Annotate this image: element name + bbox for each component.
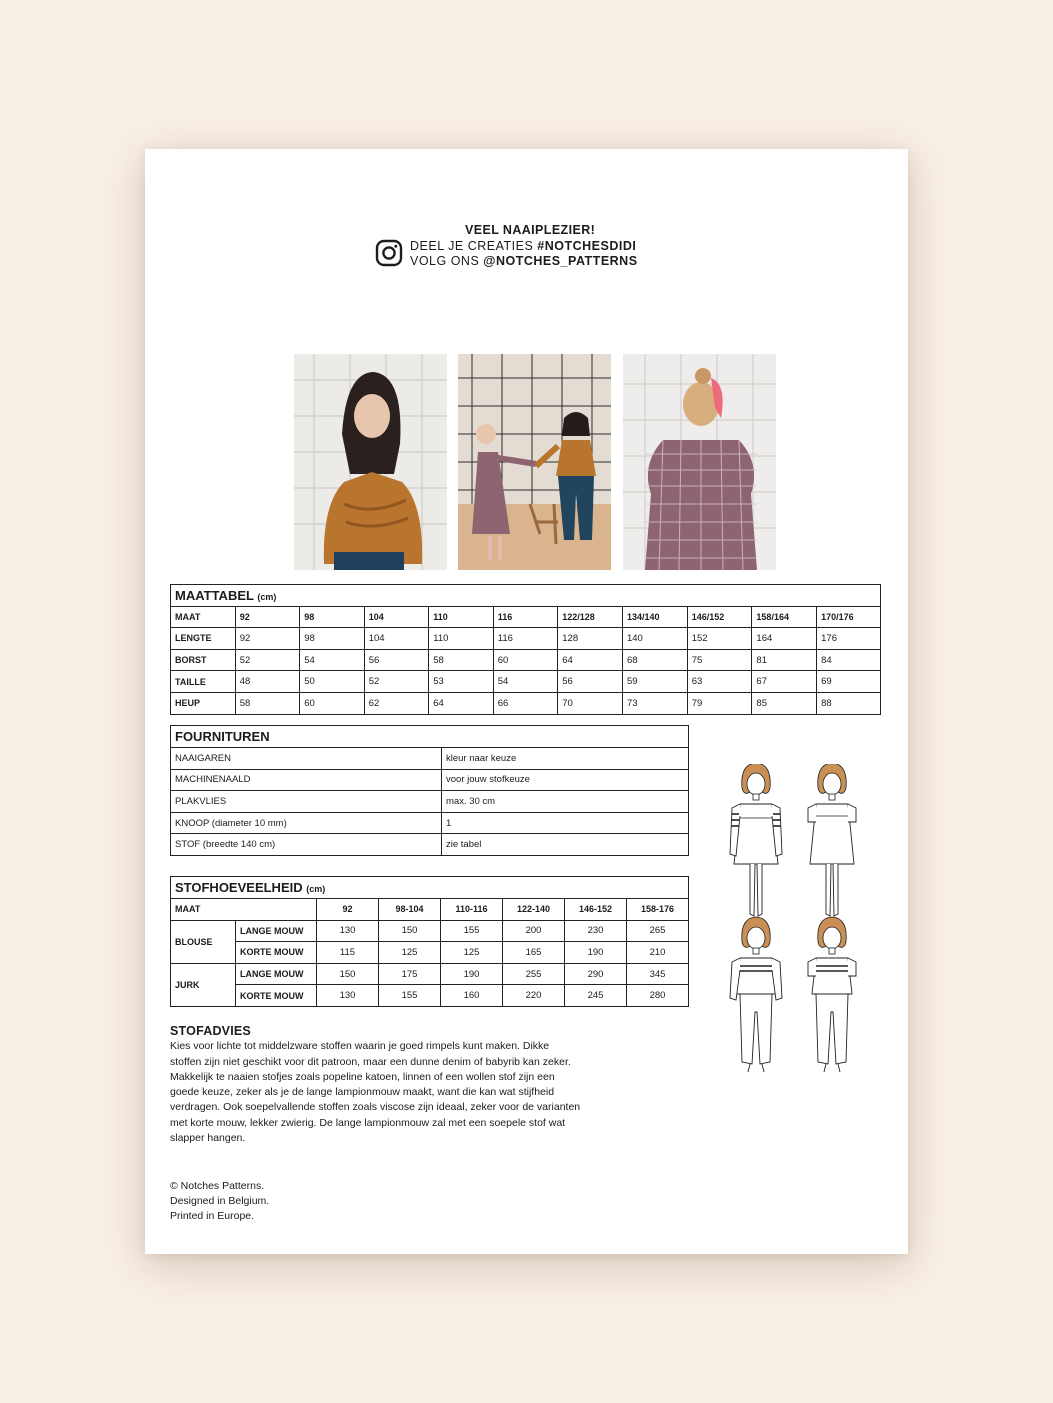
table-row bbox=[171, 791, 689, 813]
table-cell: 48 bbox=[235, 671, 299, 693]
table-cell: 104 bbox=[364, 606, 429, 628]
table-cell: 1 bbox=[442, 812, 689, 834]
table-cell: 85 bbox=[752, 692, 817, 714]
table-cell: 128 bbox=[558, 628, 623, 650]
table-cell: 200 bbox=[503, 920, 565, 942]
table-cell: HEUP bbox=[171, 692, 236, 714]
table-cell: 164 bbox=[752, 628, 817, 650]
table-cell: 116 bbox=[493, 606, 558, 628]
table-cell: 104 bbox=[364, 628, 429, 650]
header-share-line: DEEL JE CREATIES #NOTCHESDIDI bbox=[410, 239, 637, 253]
table-cell: 158-176 bbox=[627, 899, 689, 921]
stofadvies-title: STOFADVIES bbox=[170, 1024, 251, 1038]
table-cell: 130 bbox=[317, 920, 379, 942]
table-cell: KORTE MOUW bbox=[236, 985, 317, 1007]
table-cell: MAAT bbox=[171, 899, 317, 921]
table-cell: 152 bbox=[687, 628, 752, 650]
footer bbox=[170, 1179, 269, 1225]
stofadvies-line: verdragen. Ook soepelvallende stoffen zoals viscose zijn ideaal, zeker voor de varianten bbox=[170, 1101, 581, 1114]
table-cell: 60 bbox=[300, 692, 364, 714]
table-cell: LANGE MOUW bbox=[236, 963, 317, 985]
stofhoeveelheid-title: STOFHOEVEELHEID (cm) bbox=[171, 877, 689, 899]
table-cell: 125 bbox=[379, 942, 441, 964]
table-cell: 210 bbox=[627, 942, 689, 964]
table-cell: PLAKVLIES bbox=[171, 791, 442, 813]
photo-blouse-girl bbox=[294, 354, 447, 570]
designed-in: Designed in Belgium. bbox=[170, 1195, 270, 1208]
table-row bbox=[171, 899, 689, 921]
table-cell: 68 bbox=[622, 649, 687, 671]
table-row bbox=[171, 769, 689, 791]
table-cell: 92 bbox=[235, 628, 299, 650]
table-cell: 56 bbox=[558, 671, 623, 693]
table-cell: 98 bbox=[300, 628, 364, 650]
table-cell: 175 bbox=[379, 963, 441, 985]
table-cell: 64 bbox=[429, 692, 494, 714]
table-row bbox=[171, 920, 689, 942]
table-row bbox=[171, 671, 881, 693]
table-cell: 280 bbox=[627, 985, 689, 1007]
table-cell: 110 bbox=[429, 606, 494, 628]
fournituren-title: FOURNITUREN bbox=[171, 726, 689, 748]
table-cell: TAILLE bbox=[171, 671, 236, 693]
table-row bbox=[171, 985, 689, 1007]
table-cell: 84 bbox=[817, 649, 881, 671]
stofadvies-line: goede keuze, zeker als je de lange lampionmouw maakt, want die kan wat stijfheid bbox=[170, 1086, 555, 1099]
table-cell: 58 bbox=[235, 692, 299, 714]
table-cell: 98 bbox=[300, 606, 364, 628]
table-cell: 220 bbox=[503, 985, 565, 1007]
table-cell: 92 bbox=[317, 899, 379, 921]
table-cell: 64 bbox=[558, 649, 623, 671]
table-cell: 54 bbox=[300, 649, 364, 671]
table-cell: 140 bbox=[622, 628, 687, 650]
table-row bbox=[171, 963, 689, 985]
header-title: VEEL NAAIPLEZIER! bbox=[465, 223, 596, 237]
table-row bbox=[171, 748, 689, 770]
table-row bbox=[171, 628, 881, 650]
table-cell: 160 bbox=[441, 985, 503, 1007]
table-cell: 79 bbox=[687, 692, 752, 714]
table-row bbox=[171, 692, 881, 714]
table-cell: 60 bbox=[493, 649, 558, 671]
table-cell: 345 bbox=[627, 963, 689, 985]
table-cell: 255 bbox=[503, 963, 565, 985]
table-cell: MAAT bbox=[171, 606, 236, 628]
printed-in: Printed in Europe. bbox=[170, 1210, 255, 1223]
table-cell: 70 bbox=[558, 692, 623, 714]
table-cell: 125 bbox=[441, 942, 503, 964]
instagram-handle: @NOTCHES_PATTERNS bbox=[483, 254, 638, 268]
table-cell: 63 bbox=[687, 671, 752, 693]
table-cell: 81 bbox=[752, 649, 817, 671]
table-cell: LENGTE bbox=[171, 628, 236, 650]
table-cell: NAAIGAREN bbox=[171, 748, 442, 770]
table-cell: 67 bbox=[752, 671, 817, 693]
table-cell: 52 bbox=[364, 671, 429, 693]
table-cell: 122/128 bbox=[558, 606, 623, 628]
table-cell: 176 bbox=[817, 628, 881, 650]
table-cell: BORST bbox=[171, 649, 236, 671]
table-cell: 110 bbox=[429, 628, 494, 650]
table-cell: 155 bbox=[441, 920, 503, 942]
table-cell: 165 bbox=[503, 942, 565, 964]
stofadvies-line: slapper hangen. bbox=[170, 1132, 246, 1145]
table-cell: 73 bbox=[622, 692, 687, 714]
table-row bbox=[171, 834, 689, 856]
table-cell: KNOOP (diameter 10 mm) bbox=[171, 812, 442, 834]
table-cell: 59 bbox=[622, 671, 687, 693]
table-cell: voor jouw stofkeuze bbox=[442, 769, 689, 791]
table-row bbox=[171, 606, 881, 628]
stofadvies-line: met korte mouw, lekker zwierig. De lange lampionmouw zal met een soepele stof wat bbox=[170, 1116, 566, 1129]
table-row bbox=[171, 649, 881, 671]
table-cell: 53 bbox=[429, 671, 494, 693]
table-cell: MACHINENAALD bbox=[171, 769, 442, 791]
table-cell: 116 bbox=[493, 628, 558, 650]
table-cell: 158/164 bbox=[752, 606, 817, 628]
table-cell: 115 bbox=[317, 942, 379, 964]
table-row bbox=[171, 812, 689, 834]
table-cell: 62 bbox=[364, 692, 429, 714]
table-cell: max. 30 cm bbox=[442, 791, 689, 813]
table-cell: 134/140 bbox=[622, 606, 687, 628]
table-cell: kleur naar keuze bbox=[442, 748, 689, 770]
table-cell: 52 bbox=[235, 649, 299, 671]
header-follow-line: VOLG ONS @NOTCHES_PATTERNS bbox=[410, 254, 638, 268]
table-cell: 170/176 bbox=[817, 606, 881, 628]
table-cell: 290 bbox=[565, 963, 627, 985]
stofadvies-line: stoffen zijn niet geschikt voor dit patroon, maar een dunne denim of babyrib kan zeker. bbox=[170, 1055, 571, 1068]
table-cell: 190 bbox=[441, 963, 503, 985]
table-cell: 146-152 bbox=[565, 899, 627, 921]
pattern-page bbox=[145, 149, 908, 1254]
fournituren-table bbox=[170, 725, 689, 856]
stofadvies-line: Makkelijk te naaien stofjes zoals popeline katoen, linnen of een wollen stof zijn een bbox=[170, 1070, 555, 1083]
table-cell: 50 bbox=[300, 671, 364, 693]
maattabel-title: MAATTABEL (cm) bbox=[171, 585, 881, 607]
photo-dress-back bbox=[623, 354, 776, 570]
table-cell: 56 bbox=[364, 649, 429, 671]
table-cell: 230 bbox=[565, 920, 627, 942]
hashtag: #NOTCHESDIDI bbox=[537, 239, 637, 253]
table-cell: 155 bbox=[379, 985, 441, 1007]
maattabel-table bbox=[170, 584, 881, 715]
stofadvies-section bbox=[170, 1024, 650, 1146]
table-cell: 58 bbox=[429, 649, 494, 671]
table-cell: 75 bbox=[687, 649, 752, 671]
stofadvies-line: Kies voor lichte tot middelzware stoffen waarin je goed rimpels kunt maken. Dikke bbox=[170, 1040, 550, 1053]
table-cell: KORTE MOUW bbox=[236, 942, 317, 964]
stofhoeveelheid-table bbox=[170, 876, 689, 1007]
instagram-icon bbox=[375, 239, 403, 267]
table-cell: 98-104 bbox=[379, 899, 441, 921]
table-cell: STOF (breedte 140 cm) bbox=[171, 834, 442, 856]
table-cell: 146/152 bbox=[687, 606, 752, 628]
table-cell: 69 bbox=[817, 671, 881, 693]
table-cell: JURK bbox=[171, 963, 236, 1006]
table-cell: 54 bbox=[493, 671, 558, 693]
table-cell: 245 bbox=[565, 985, 627, 1007]
table-cell: 88 bbox=[817, 692, 881, 714]
table-cell: zie tabel bbox=[442, 834, 689, 856]
photo-two-girls bbox=[458, 354, 611, 570]
garment-illustrations bbox=[720, 764, 870, 1079]
table-cell: BLOUSE bbox=[171, 920, 236, 963]
table-cell: 190 bbox=[565, 942, 627, 964]
table-cell: 150 bbox=[379, 920, 441, 942]
table-cell: 122-140 bbox=[503, 899, 565, 921]
table-cell: LANGE MOUW bbox=[236, 920, 317, 942]
table-cell: 150 bbox=[317, 963, 379, 985]
table-cell: 110-116 bbox=[441, 899, 503, 921]
table-cell: 130 bbox=[317, 985, 379, 1007]
copyright: © Notches Patterns. bbox=[170, 1180, 265, 1192]
table-cell: 92 bbox=[235, 606, 299, 628]
table-cell: 66 bbox=[493, 692, 558, 714]
table-row bbox=[171, 942, 689, 964]
table-cell: 265 bbox=[627, 920, 689, 942]
